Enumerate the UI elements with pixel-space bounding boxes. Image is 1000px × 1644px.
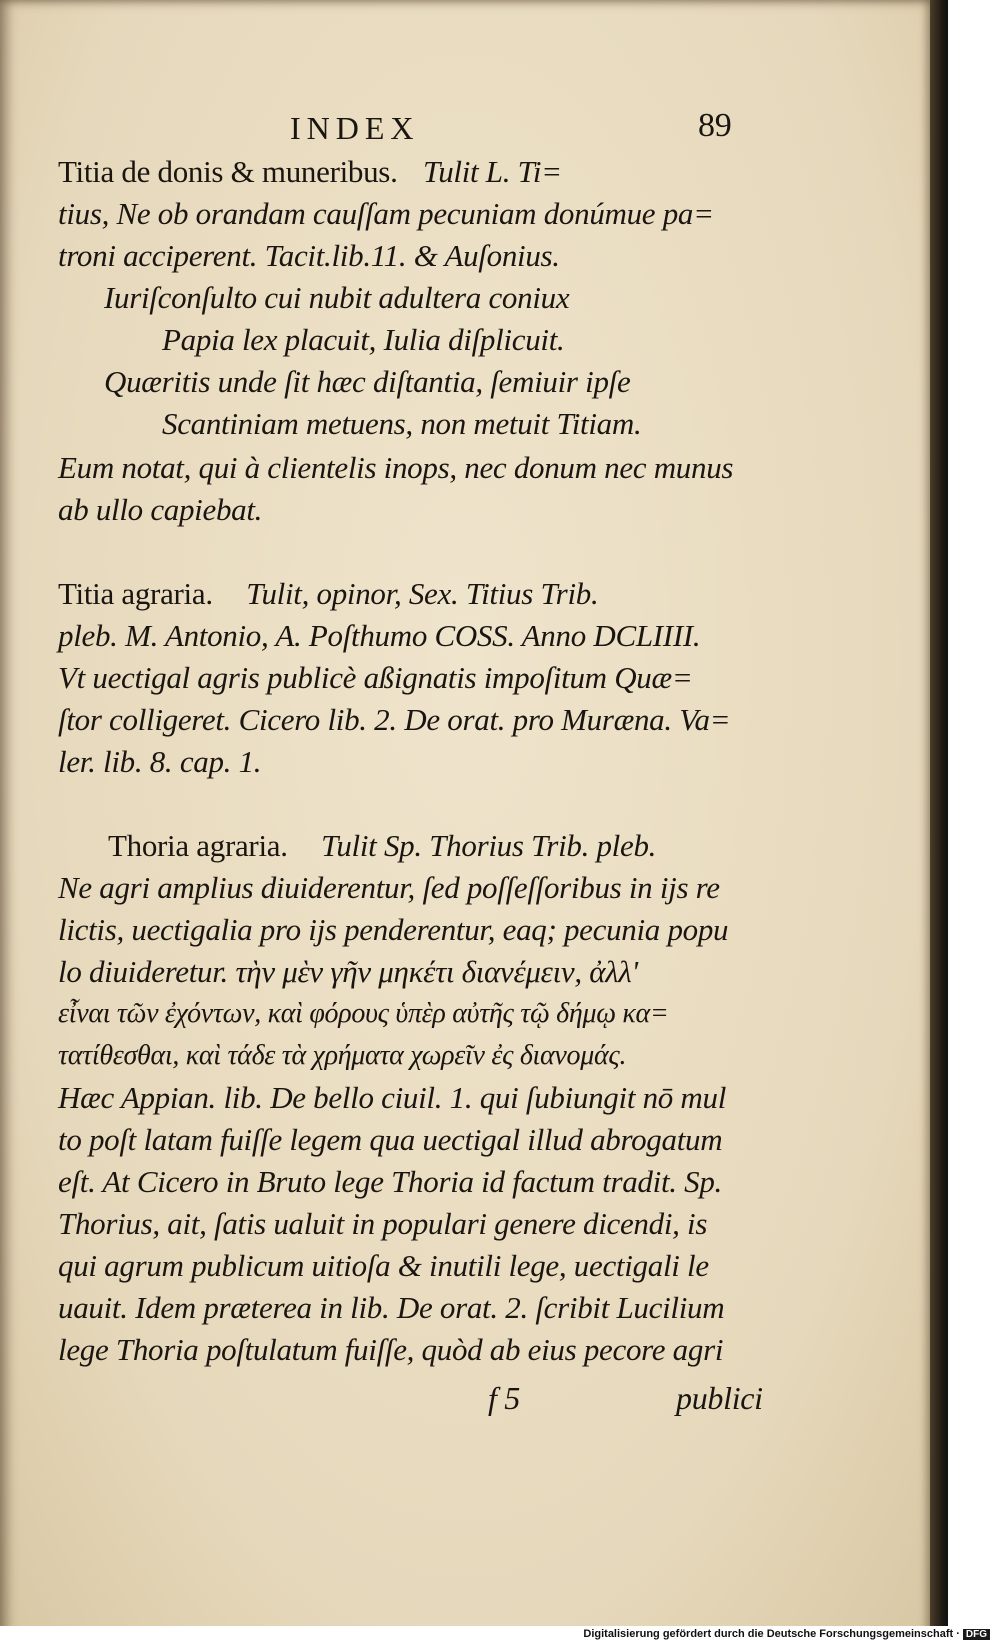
entry-text: Thorius, ait, ſatis ualuit in populari genere dicendi, is (58, 1206, 708, 1241)
verse-line: Quæritis unde ſit hæc diſtantia, ſemiuir ipſe (104, 364, 631, 399)
entry-text: Eum notat, qui à clientelis inops, nec donum nec munus (58, 450, 734, 485)
dfg-logo: DFG (963, 1629, 990, 1640)
entry-text: ſtor colligeret. Cicero lib. 2. De orat. pro Muræna. Va= (58, 702, 731, 737)
entry-text: tius, Ne ob orandam cauſſam pecuniam donúmue pa= (58, 196, 714, 231)
entry-text: uauit. Idem præterea in lib. De orat. 2. ſcribit Lucilium (58, 1290, 725, 1325)
verse-line: Scantiniam metuens, non metuit Titiam. (162, 406, 642, 441)
folio-number: 89 (698, 107, 732, 144)
entry-greek: εἶναι τῶν ἐχόντων, καὶ φόρους ὑπὲρ αὐτῆς τῷ δήμῳ κα= (58, 998, 669, 1029)
entry-lemma: Thoria agraria. (108, 828, 288, 863)
entry-text: lo diuideretur. τὴν μὲν γῆν μηκέτι διανέμειν, ἀλλ' (58, 954, 638, 989)
credit-text: Digitalisierung gefördert durch die Deutsche Forschungsgemeinschaft · (583, 1628, 960, 1640)
entry-text: to poſt latam fuiſſe legem qua uectigal illud abrogatum (58, 1122, 723, 1157)
signature-mark: f 5 (488, 1380, 520, 1416)
entry-text: eſt. At Cicero in Bruto lege Thoria id factum tradit. Sp. (58, 1164, 723, 1199)
entry-greek: τατίθεσθαι, καὶ τάδε τὰ χρήματα χωρεῖν ἐς διανομάς. (58, 1040, 627, 1071)
entry-lemma: Titia de donis & muneribus. (58, 154, 398, 189)
entry-lemma: Titia agraria. (58, 576, 213, 611)
digitization-credit (583, 1628, 990, 1640)
entry-text: Hæc Appian. lib. De bello ciuil. 1. qui ſubiungit nō mul (58, 1080, 727, 1115)
entry-text: pleb. M. Antonio, A. Poſthumo COSS. Anno DCLIIII. (58, 618, 701, 653)
entry-text: ab ullo capiebat. (58, 492, 263, 527)
entry-text: Tulit L. Ti= (422, 154, 562, 189)
entry-line (58, 574, 598, 614)
entry-text: Tulit Sp. Thorius Trib. pleb. (321, 828, 657, 863)
catchword: publici (676, 1380, 763, 1416)
page-gutter-edge (930, 0, 948, 1640)
entry-text: Vt uectigal agris publicè aßignatis impoſitum Quæ= (58, 660, 693, 695)
verse-line: Papia lex placuit, Iulia diſplicuit. (162, 322, 565, 357)
entry-text: qui agrum publicum uitioſa & inutili lege, uectigali le (58, 1248, 709, 1283)
entry-text: troni acciperent. Tacit.lib.11. & Auſonius. (58, 238, 560, 273)
entry-text: ler. lib. 8. cap. 1. (58, 744, 262, 779)
entry-line (58, 826, 656, 866)
entry-line (58, 152, 562, 192)
entry-text: lictis, uectigalia pro ijs penderentur, eaq; pecunia popu (58, 912, 729, 947)
entry-text: lege Thoria poſtulatum fuiſſe, quòd ab eius pecore agri (58, 1332, 724, 1367)
entry-text: Ne agri amplius diuiderentur, ſed poſſeſſoribus in ijs re (58, 870, 720, 905)
running-head: INDEX (290, 110, 420, 146)
entry-text: Tulit, opinor, Sex. Titius Trib. (246, 576, 599, 611)
verse-line: Iuriſconſulto cui nubit adultera coniux (104, 280, 570, 315)
